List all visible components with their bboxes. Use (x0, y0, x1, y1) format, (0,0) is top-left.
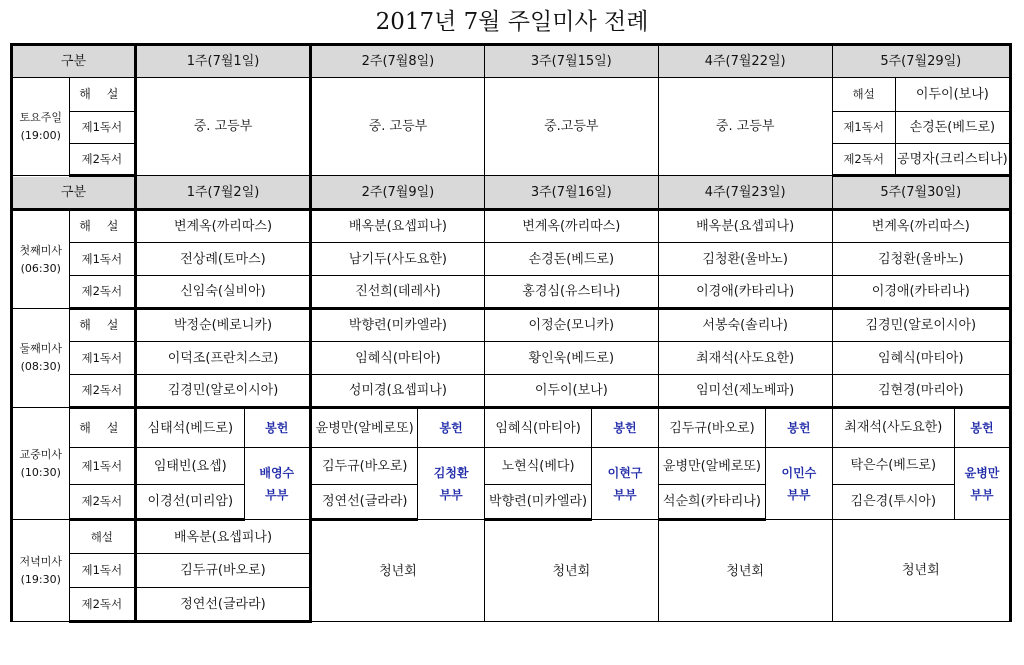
name-cell: 김청환(울바노) (832, 243, 1010, 276)
name-cell: 김경민(알로이시아) (832, 309, 1010, 342)
couple-text: 김청환 부부 (433, 465, 469, 502)
mass-label (12, 408, 70, 520)
header-label: 구분 (12, 176, 136, 210)
week-header: 3주(7월15일) (484, 45, 658, 78)
offertory-label: 봉헌 (244, 408, 310, 448)
name-cell: 홍경심(유스티나) (484, 276, 658, 309)
name-cell: 이두이(보나) (895, 78, 1010, 112)
schedule-table (10, 43, 1012, 623)
name-cell: 박향련(미카엘라) (484, 485, 591, 520)
name-cell: 김은경(투시아) (850, 494, 937, 509)
split-cell-inner (833, 409, 1009, 447)
name-cell: 김청환(울바노) (658, 243, 832, 276)
role-label: 제1독서 (832, 112, 895, 144)
name-cell: 공명자(크리스티나) (895, 144, 1010, 176)
m2-row-1 (12, 309, 1011, 342)
role-label: 제2독서 (69, 485, 135, 520)
name-cell: 임혜식(마티아) (832, 342, 1010, 375)
offertory-label: 봉헌 (970, 421, 994, 435)
name-cell: 석순희(카타리나) (658, 485, 765, 520)
role-label: 해 설 (69, 78, 135, 112)
name-cell: 변계옥(까리따스) (484, 210, 658, 243)
split-names (833, 448, 955, 519)
couple-cell (418, 448, 484, 520)
name-cell: 이정순(모니카) (484, 309, 658, 342)
name-cell: 탁은수(베드로) (833, 448, 954, 485)
name-cell: 이두이(보나) (484, 375, 658, 408)
role-label: 제1독서 (69, 554, 135, 588)
name-cell: 이경애(카타리나) (658, 276, 832, 309)
week-header: 2주(7월8일) (311, 45, 485, 78)
group-cell: 청년회 (832, 520, 1010, 622)
split-cell-inner (833, 448, 1009, 519)
couple-cell (244, 448, 310, 520)
role-label: 제1독서 (69, 112, 135, 144)
role-label: 해 설 (69, 210, 135, 243)
name-cell: 배옥분(요셉피나) (136, 520, 311, 554)
mass-label-text: 토요주일 (19:00) (19, 110, 63, 142)
name-cell: 정연선(글라라) (311, 485, 418, 520)
name-cell: 신임숙(실비아) (136, 276, 311, 309)
week-header: 5주(7월29일) (832, 45, 1010, 78)
role-label: 제1독서 (69, 448, 135, 485)
couple-text: 이민수 부부 (781, 465, 817, 502)
name-cell: 변계옥(까리따스) (136, 210, 311, 243)
week-header: 1주(7월2일) (136, 176, 311, 210)
name-cell: 남기두(사도요한) (311, 243, 485, 276)
week-header: 4주(7월22일) (658, 45, 832, 78)
m1-row-2 (12, 243, 1011, 276)
name-cell: 김두규(바오로) (311, 448, 418, 485)
sat-header-row (12, 45, 1011, 78)
page-title: 2017년 7월 주일미사 전례 (375, 9, 649, 35)
mass-label (12, 78, 70, 176)
group-cell: 중. 고등부 (136, 78, 311, 176)
mass-label (12, 309, 70, 408)
mass-label (12, 520, 70, 622)
name-cell: 이덕조(프란치스코) (136, 342, 311, 375)
week-header: 1주(7월1일) (136, 45, 311, 78)
sat-row-1 (12, 78, 1011, 112)
offertory-label: 봉헌 (418, 408, 484, 448)
m3-row-1 (12, 408, 1011, 448)
split-cell (832, 448, 1010, 520)
mass-label-text: 첫째미사 (06:30) (19, 243, 63, 275)
group-cell: 중. 고등부 (658, 78, 832, 176)
name-cell: 진선희(데레사) (311, 276, 485, 309)
name-cell: 임미선(제노베파) (658, 375, 832, 408)
name-cell: 이경애(카타리나) (832, 276, 1010, 309)
name-cell: 박정순(베로니카) (136, 309, 311, 342)
offertory-label: 봉헌 (592, 408, 658, 448)
m1-row-3 (12, 276, 1011, 309)
m4-row-1 (12, 520, 1011, 554)
name-cell: 임혜식(마티아) (484, 408, 591, 448)
name-cell: 성미경(요셉피나) (311, 375, 485, 408)
name-cell: 최재석(사도요한) (833, 409, 955, 447)
name-cell: 김경민(알로이시아) (136, 375, 311, 408)
name-cell: 배옥분(요셉피나) (311, 210, 485, 243)
name-cell: 김현경(마리아) (832, 375, 1010, 408)
role-label: 제2독서 (69, 276, 135, 309)
name-cell: 박향련(미카엘라) (311, 309, 485, 342)
role-label: 제1독서 (69, 243, 135, 276)
week-header: 2주(7월9일) (311, 176, 485, 210)
couple-text: 이현구 부부 (607, 465, 643, 502)
name-cell: 전상례(토마스) (136, 243, 311, 276)
name-cell: 심태석(베드로) (136, 408, 245, 448)
couple-text: 배영수 부부 (259, 465, 295, 502)
role-label: 제2독서 (69, 588, 135, 622)
offertory-label: 봉헌 (766, 408, 832, 448)
name-cell: 김두규(바오로) (658, 408, 765, 448)
mass-label-text: 둘째미사 (08:30) (19, 342, 63, 373)
group-cell: 중. 고등부 (311, 78, 485, 176)
couple-cell (766, 448, 832, 520)
role-label: 해 설 (69, 408, 135, 448)
name-cell: 임태빈(요셉) (136, 448, 245, 485)
m2-row-2 (12, 342, 1011, 375)
group-cell: 청년회 (658, 520, 832, 622)
mass-label-text: 저녁미사 (19:30) (19, 554, 63, 586)
week-header: 4주(7월23일) (658, 176, 832, 210)
split-cell (832, 408, 1010, 448)
header-label: 구분 (12, 45, 136, 78)
name-cell: 황인욱(베드로) (484, 342, 658, 375)
role-label: 제2독서 (832, 144, 895, 176)
name-cell: 윤병만(알베로또) (658, 448, 765, 485)
name-cell: 변계옥(까리따스) (832, 210, 1010, 243)
role-label: 해설 (832, 78, 895, 112)
week-header: 3주(7월16일) (484, 176, 658, 210)
name-cell: 서봉숙(솔리나) (658, 309, 832, 342)
role-label: 제2독서 (69, 375, 135, 408)
sun-header-row (12, 176, 1011, 210)
mass-label-text: 교중미사 (10:30) (19, 447, 63, 479)
group-cell: 청년회 (311, 520, 485, 622)
role-label: 제2독서 (69, 144, 135, 176)
role-label: 해 설 (69, 309, 135, 342)
name-cell: 이경선(미리암) (136, 485, 245, 520)
name-cell: 최재석(사도요한) (658, 342, 832, 375)
name-cell: 손경돈(베드로) (895, 112, 1010, 144)
week-header: 5주(7월30일) (832, 176, 1010, 210)
name-cell: 김두규(바오로) (136, 554, 311, 588)
name-cell: 정연선(글라라) (136, 588, 311, 622)
mass-label (12, 210, 70, 309)
group-cell: 청년회 (484, 520, 658, 622)
name-cell: 손경돈(베드로) (484, 243, 658, 276)
m1-row-1 (12, 210, 1011, 243)
role-label: 제1독서 (69, 342, 135, 375)
name-cell: 임혜식(마티아) (311, 342, 485, 375)
m3-row-2 (12, 448, 1011, 485)
name-cell: 노현식(베다) (484, 448, 591, 485)
name-cell: 윤병만(알베로또) (311, 408, 418, 448)
group-cell: 중.고등부 (484, 78, 658, 176)
m2-row-3 (12, 375, 1011, 408)
couple-text: 윤병만 부부 (964, 465, 1000, 502)
couple-cell (592, 448, 658, 520)
role-label: 해설 (69, 520, 135, 554)
name-cell: 배옥분(요셉피나) (658, 210, 832, 243)
